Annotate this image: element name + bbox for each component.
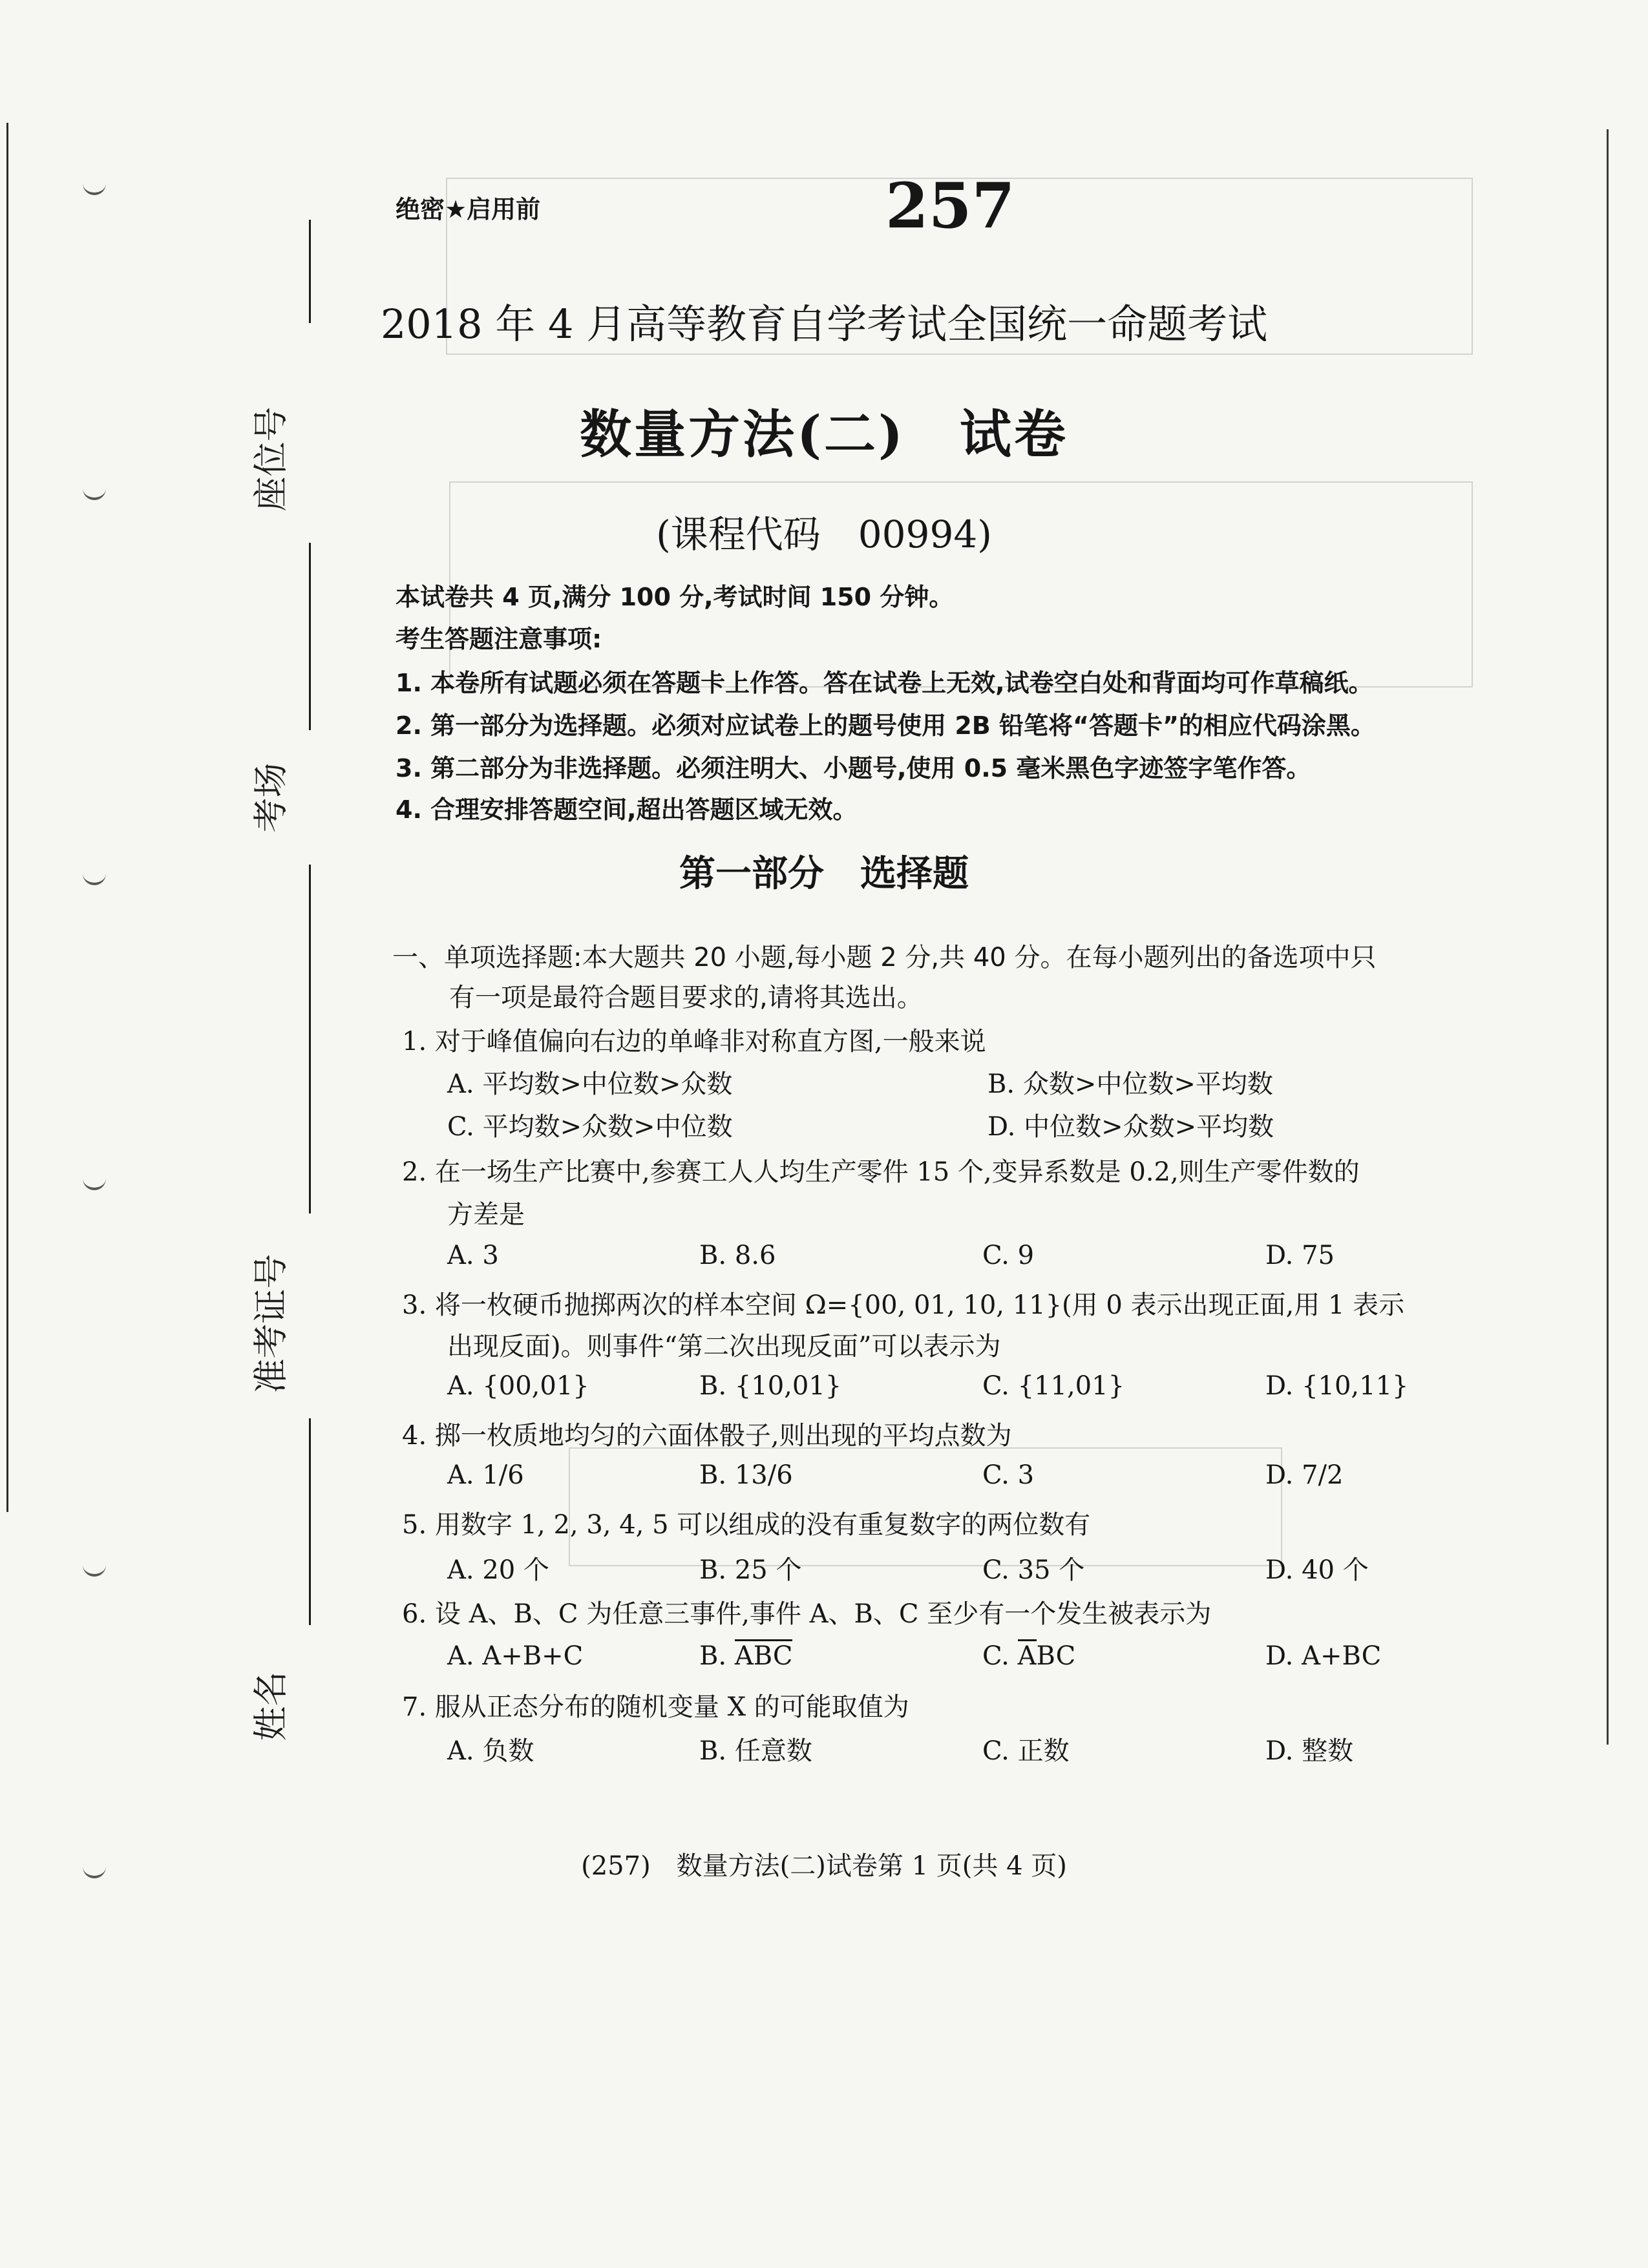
option-d: D. 整数 (1265, 1736, 1354, 1766)
question-stem: 6. 设 A、B、C 为任意三事件,事件 A、B、C 至少有一个发生被表示为 (402, 1599, 1212, 1629)
option-d: D. 40 个 (1265, 1555, 1369, 1585)
punch-hole-mark (83, 181, 106, 195)
right-edge-line (1607, 129, 1609, 1745)
note-item: 4. 合理安排答题空间,超出答题区域无效。 (396, 795, 858, 824)
paper-number: 257 (885, 169, 1015, 242)
option-c (982, 1641, 1075, 1671)
note-item: 2. 第一部分为选择题。必须对应试卷上的题号使用 2B 铅笔将“答题卡”的相应代码涂黑。 (396, 711, 1375, 740)
complement-a: A (1018, 1639, 1037, 1671)
question-stem-cont: 方差是 (447, 1200, 525, 1230)
confidential-label: 绝密★启用前 (396, 195, 541, 224)
option-a: A. 负数 (447, 1736, 534, 1766)
ticket-number-label: 准考证号 (250, 1254, 291, 1394)
option-b: B. 8.6 (699, 1241, 776, 1270)
option-a: A. A+B+C (447, 1641, 584, 1671)
option-b: B. 13/6 (699, 1460, 793, 1490)
option-b: B. {10,01} (699, 1371, 842, 1401)
page-footer: (257) 数量方法(二)试卷第 1 页(共 4 页) (581, 1851, 1067, 1881)
question-stem: 4. 掷一枚质地均匀的六面体骰子,则出现的平均点数为 (402, 1421, 1012, 1451)
seat-number-label: 座位号 (250, 406, 291, 512)
option-c: C. 9 (982, 1241, 1035, 1270)
option-b-letter: B. (699, 1641, 735, 1671)
seat-number-line-lower (309, 543, 311, 730)
complement-abc: ABC (735, 1639, 793, 1671)
question-stem-cont: 出现反面)。则事件“第二次出现反面”可以表示为 (447, 1332, 1001, 1361)
course-code: (课程代码 00994) (656, 512, 992, 556)
name-label: 姓名 (250, 1671, 291, 1741)
notes-heading: 考生答题注意事项: (396, 625, 602, 653)
exam-room-line (309, 865, 311, 1213)
option-b: B. 25 个 (699, 1555, 802, 1585)
part-title: 第一部分 选择题 (679, 852, 969, 895)
option-b: B. 任意数 (699, 1736, 812, 1766)
exam-title: 2018 年 4 月高等教育自学考试全国统一命题考试 (380, 300, 1268, 348)
option-a: A. 20 个 (447, 1555, 549, 1585)
option-c: C. 正数 (982, 1736, 1070, 1766)
question-stem: 1. 对于峰值偏向右边的单峰非对称直方图,一般来说 (402, 1027, 986, 1056)
option-a: A. 3 (447, 1241, 499, 1270)
question-stem: 5. 用数字 1, 2, 3, 4, 5 可以组成的没有重复数字的两位数有 (402, 1510, 1091, 1540)
option-a: A. 平均数>中位数>众数 (447, 1069, 733, 1099)
option-d: D. {10,11} (1265, 1371, 1409, 1401)
option-d: D. 75 (1265, 1241, 1335, 1270)
note-item: 3. 第二部分为非选择题。必须注明大、小题号,使用 0.5 毫米黑色字迹签字笔作答。 (396, 754, 1311, 782)
exam-room-label: 考场 (250, 762, 291, 833)
option-d: D. 7/2 (1265, 1460, 1344, 1490)
option-c: C. 35 个 (982, 1555, 1085, 1585)
subject-title: 数量方法(二) 试卷 (580, 404, 1068, 465)
option-a: A. 1/6 (447, 1460, 524, 1490)
option-c: C. {11,01} (982, 1371, 1125, 1401)
question-stem: 2. 在一场生产比赛中,参赛工人人均生产零件 15 个,变异系数是 0.2,则生产零件数的 (402, 1157, 1360, 1187)
option-c-rest: BC (1036, 1641, 1076, 1671)
ticket-number-line (309, 1418, 311, 1625)
question-stem: 3. 将一枚硬币抛掷两次的样本空间 Ω={00, 01, 10, 11}(用 0 表示出现正面,用 1 表示 (402, 1290, 1405, 1320)
option-c: C. 平均数>众数>中位数 (447, 1112, 733, 1142)
punch-hole-mark (83, 486, 106, 500)
option-d: D. 中位数>众数>平均数 (988, 1112, 1274, 1142)
punch-hole-mark (83, 1562, 106, 1577)
option-b: B. 众数>中位数>平均数 (988, 1069, 1273, 1099)
section-instructions: 一、单项选择题:本大题共 20 小题,每小题 2 分,共 40 分。在每小题列出的备选项中只 (392, 943, 1377, 972)
option-c: C. 3 (982, 1460, 1035, 1490)
section-instructions-cont: 有一项是最符合题目要求的,请将其选出。 (449, 983, 923, 1013)
option-a: A. {00,01} (447, 1371, 589, 1401)
paper-summary: 本试卷共 4 页,满分 100 分,考试时间 150 分钟。 (396, 583, 954, 611)
option-b (699, 1641, 792, 1671)
question-stem: 7. 服从正态分布的随机变量 X 的可能取值为 (402, 1692, 909, 1722)
option-c-letter: C. (982, 1641, 1018, 1671)
punch-hole-mark (83, 1176, 106, 1190)
option-d: D. A+BC (1265, 1641, 1382, 1671)
note-item: 1. 本卷所有试题必须在答题卡上作答。答在试卷上无效,试卷空白处和背面均可作草稿纸。 (396, 669, 1373, 697)
